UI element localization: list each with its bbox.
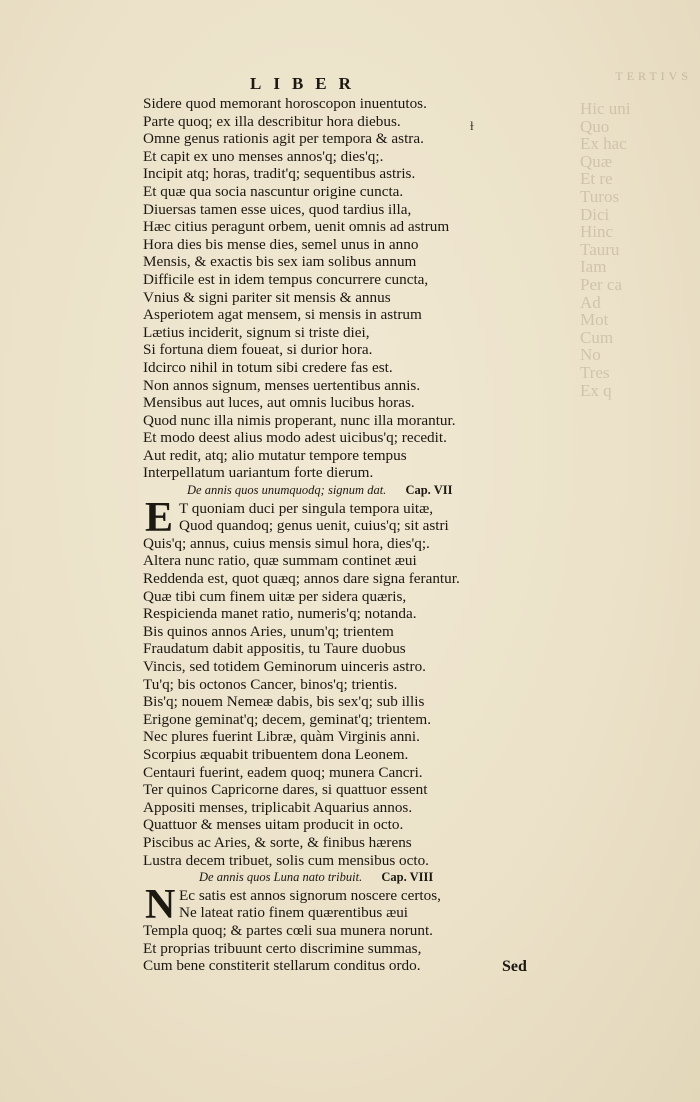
verse-line: Appositi menses, triplicabit Aquarius annos. (143, 798, 413, 816)
verse-line: Ter quinos Capricorne dares, si quattuor essent (143, 781, 428, 799)
verse-line: Non annos signum, menses uertentibus annis. (143, 376, 421, 394)
verse-line: Quæ tibi cum finem uitæ per sidera quæris, (143, 587, 407, 605)
section-heading-7 (143, 482, 473, 500)
verse-line: Et capit ex uno menses annos'q; dies'q;. (143, 147, 384, 165)
verse-line: Piscibus ac Aries, & sorte, & finibus hærens (143, 833, 412, 851)
verse-line: Lustra decem tribuet, solis cum mensibus octo. (143, 851, 429, 869)
verse-line: Parte quoq; ex illa describitur hora diebus. (143, 112, 401, 130)
bleed-through-fragment: Mot (580, 310, 609, 330)
catchword: Sed (502, 958, 527, 975)
verse-line: Quattuor & menses uitam producit in octo. (143, 816, 404, 834)
verse-lines-section-7 (143, 535, 473, 869)
verse-line: Vnius & signi pariter sit mensis & annus (143, 288, 391, 306)
verse-line: Et quæ qua socia nascuntur origine cuncta. (143, 182, 404, 200)
verse-line: Aut redit, atq; alio mutatur tempore tempus (143, 446, 407, 464)
bleed-through-fragment: Cum (580, 327, 614, 347)
verse-lines-top (143, 95, 473, 482)
verse-line: Erigone geminat'q; decem, geminat'q; trientem. (143, 710, 432, 728)
bleed-through-fragment: Hinc (580, 222, 614, 242)
verse-line: Nec plures fuerint Libræ, quàm Virginis anni. (143, 728, 420, 746)
verse-line: Asperiotem agat mensem, si mensis in astrum (143, 306, 422, 324)
bleed-through-fragment: Quo (580, 116, 610, 136)
bleed-through-fragment: Et re (580, 169, 613, 189)
verse-line: Omne genus rationis agit per tempora & astra. (143, 130, 424, 148)
bleed-through-fragment: Turos (580, 187, 620, 206)
bleed-through-fragment: Ad (580, 292, 601, 312)
verse-line: Interpellatum uariantum forte dierum. (143, 464, 374, 482)
bleed-through-fragment: Tres (580, 363, 610, 382)
chapter-label: Cap. VII (405, 483, 453, 498)
verse-line: Diuersas tamen esse uices, quod tardius illa, (143, 200, 412, 218)
verse-line: Bis'q; nouem Nemeæ dabis, bis sex'q; sub illis (143, 693, 425, 711)
bleed-through-running-head: TERTIVS (615, 69, 692, 83)
verse-line: Reddenda est, quot quæq; annos dare signa ferantur. (143, 570, 460, 588)
chapter-label: Cap. VIII (381, 870, 434, 885)
verse-line: Scorpius æquabit tribuentem dona Leonem. (143, 745, 409, 763)
verse-line: Cum bene constiterit stellarum conditus ordo. (143, 957, 421, 975)
verse-line: Bis quinos annos Aries, unum'q; trientem (143, 622, 394, 640)
drop-initial-n: N (145, 881, 176, 928)
verse-line: Mensibus aut luces, aut omnis lucibus horas. (143, 394, 415, 412)
verse-line: Respicienda manet ratio, numeris'q; notanda. (143, 605, 417, 623)
verse-line: T quoniam duci per singula tempora uitæ, (179, 499, 434, 517)
bleed-through-fragment: Per ca (580, 275, 623, 294)
verse-line: Templa quoq; & partes cœli sua munera norunt. (143, 921, 433, 939)
verse-line: Lætius inciderit, signum si triste diei, (143, 323, 370, 341)
verse-lines-section-8 (143, 922, 473, 975)
verse-line: Ec satis est annos signorum noscere certos, (179, 886, 441, 904)
verse-line: Et proprias tribuunt certo discrimine summas, (143, 939, 422, 957)
verse-line: Tu'q; bis octonos Cancer, binos'q; trientis. (143, 675, 398, 693)
bleed-through-fragment: Dici (580, 204, 610, 224)
bleed-through-fragment: No (580, 345, 601, 365)
verse-line: Idcirco nihil in totum sibi credere fas est. (143, 358, 393, 376)
verse-line: Incipit atq; horas, tradit'q; sequentibus astris. (143, 165, 416, 183)
section-7-opening (143, 494, 473, 541)
bleed-through-fragment: Quæ (580, 151, 613, 171)
verse-line: Quis'q; annus, cuius mensis simul hora, dies'q;. (143, 534, 430, 552)
verse-line: Et modo deest alius modo adest uicibus'q; recedit. (143, 429, 447, 447)
section-8-opening (143, 881, 473, 928)
verse-line: Fraudatum dabit appositis, tu Taure duobus (143, 640, 406, 658)
verse-line: Hora dies bis mense dies, semel unus in anno (143, 235, 419, 253)
verse-line: Difficile est in idem tempus concurrere cuncta, (143, 270, 429, 288)
bleed-through-fragment: Tauru (580, 239, 620, 259)
verse-line: Hæc citius peragunt orbem, uenit omnis ad astrum (143, 218, 450, 236)
bleed-through-fragment: Ex q (580, 380, 612, 400)
verse-line: Sidere quod memorant horoscopon inuentutos. (143, 95, 427, 112)
verse-line: Quod quandoq; genus uenit, cuius'q; sit astri (179, 517, 449, 535)
section-heading-text: De annis quos Luna nato tribuit. (199, 870, 363, 885)
bleed-through-text (550, 60, 700, 960)
verse-line: Ne lateat ratio finem quærentibus æui (179, 904, 409, 922)
drop-initial-e: E (145, 494, 174, 541)
running-head: LIBER (250, 74, 363, 93)
margin-mark: ɫ (470, 118, 474, 133)
verse-line: Mensis, & exactis bis sex iam solibus annum (143, 253, 417, 271)
section-heading-text: De annis quos unumquodq; signum dat. (187, 483, 387, 498)
verse-line: Quod nunc illa nimis properant, nunc illa morantur. (143, 411, 456, 429)
bleed-through-fragment: Hic uni (580, 99, 631, 118)
verse-line: Vincis, sed totidem Geminorum uinceris astro. (143, 658, 426, 675)
bleed-through-fragment: Ex hac (580, 134, 627, 154)
verse-line: Si fortuna diem foueat, si durior hora. (143, 341, 373, 359)
verse-line: Altera nunc ratio, quæ summam continet æui (143, 552, 417, 570)
section-heading-8 (143, 869, 473, 887)
bleed-through-fragment: Iam (580, 257, 607, 277)
verse-column (143, 95, 473, 975)
verse-line: Centauri fuerint, eadem quoq; munera Cancri. (143, 763, 423, 781)
